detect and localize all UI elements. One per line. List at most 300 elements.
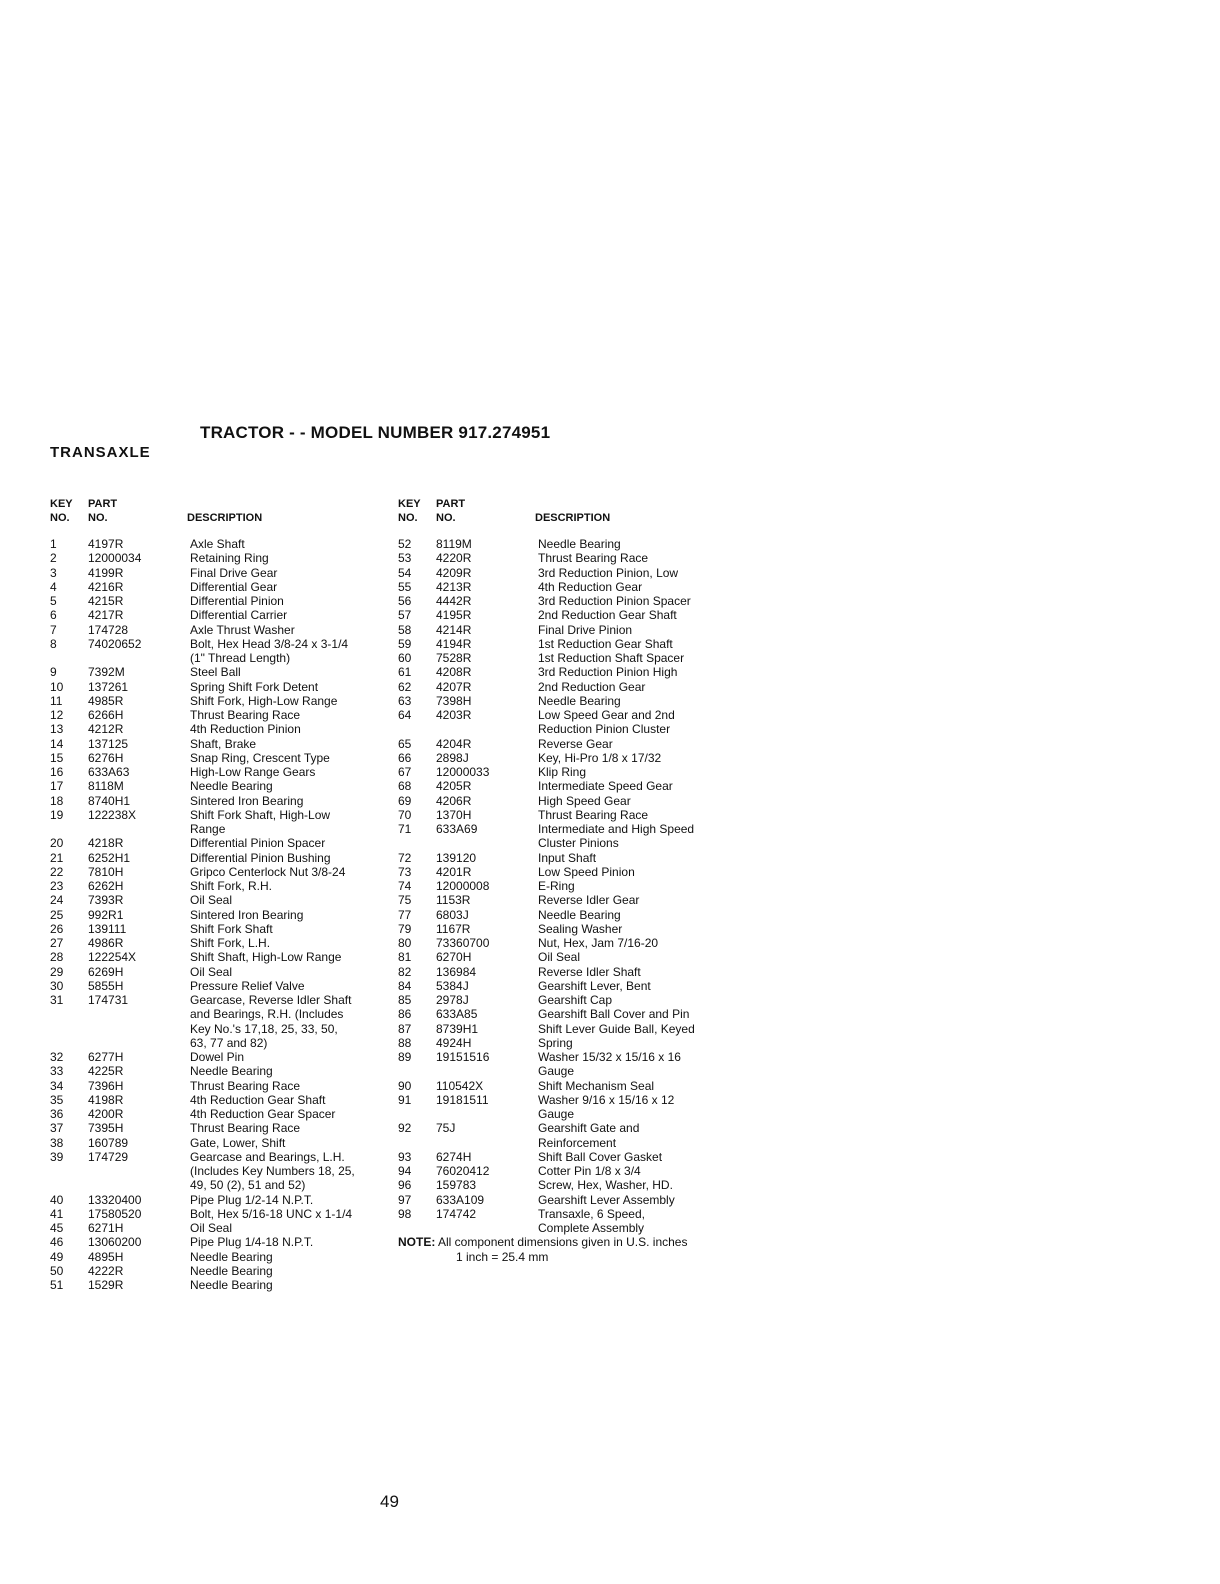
description-line: Sealing Washer — [538, 921, 623, 936]
part-number: 137261 — [88, 679, 129, 694]
part-description — [538, 1036, 738, 1050]
key-number: 30 — [50, 978, 64, 993]
parts-list-row — [398, 1036, 738, 1050]
key-number: 27 — [50, 936, 64, 950]
part-number: 633A63 — [88, 765, 130, 779]
key-number: 1 — [50, 537, 57, 551]
key-number: 21 — [50, 850, 64, 865]
description-line: Washer 15/32 x 15/16 x 16 — [538, 1050, 681, 1064]
part-description — [538, 851, 738, 865]
key-number: 68 — [398, 779, 412, 794]
part-number: 122238X — [88, 807, 137, 822]
part-description — [190, 637, 390, 666]
parts-list-row — [398, 1022, 738, 1036]
key-number: 85 — [398, 993, 412, 1007]
part-number: 4222R — [88, 1263, 124, 1278]
key-number: 23 — [50, 879, 64, 893]
key-number: 25 — [50, 907, 64, 922]
part-description — [538, 950, 738, 964]
part-number: 6271H — [88, 1221, 124, 1235]
part-description — [190, 1250, 390, 1264]
description-line: Reinforcement — [538, 1135, 617, 1150]
key-number: 8 — [50, 636, 57, 651]
part-description — [190, 737, 390, 751]
description-line: E-Ring — [538, 879, 575, 893]
key-number: 82 — [398, 964, 412, 979]
key-number: 38 — [50, 1135, 64, 1150]
part-description — [538, 1207, 738, 1236]
part-description — [190, 594, 390, 608]
part-description — [190, 1136, 390, 1150]
key-number: 87 — [398, 1021, 412, 1036]
part-description — [190, 908, 390, 922]
description-line: Spring — [538, 1035, 573, 1050]
part-number: 8119M — [436, 537, 472, 551]
key-number: 40 — [50, 1192, 64, 1207]
description-line: Key No.'s 17,18, 25, 33, 50, — [190, 1021, 338, 1036]
part-number: 4204R — [436, 736, 472, 751]
key-number: 54 — [398, 565, 412, 580]
part-number: 8118M — [88, 779, 124, 794]
part-description — [190, 979, 390, 993]
description-line: Shift Fork, L.H. — [190, 936, 271, 950]
part-number: 139111 — [88, 921, 127, 936]
column-header — [50, 497, 390, 537]
part-description — [190, 1050, 390, 1064]
key-number: 56 — [398, 594, 412, 608]
description-line: Intermediate and High Speed — [538, 822, 695, 836]
parts-list-row — [398, 751, 738, 765]
part-description — [538, 893, 738, 907]
part-description — [538, 1050, 738, 1079]
part-description — [538, 965, 738, 979]
description-line: Shift Fork Shaft — [190, 921, 273, 936]
description-line: Low Speed Pinion — [538, 864, 635, 879]
part-number: 12000008 — [436, 879, 490, 893]
parts-list-right — [398, 537, 738, 1235]
description-line: 3rd Reduction Pinion, Low — [538, 565, 679, 580]
parts-list-row — [398, 694, 738, 708]
part-description — [538, 580, 738, 594]
parts-list-row — [50, 1264, 390, 1278]
description-line: Dowel Pin — [190, 1050, 245, 1064]
part-description — [190, 608, 390, 622]
description-line: Needle Bearing — [538, 907, 621, 922]
key-number: 96 — [398, 1178, 412, 1193]
key-no-header: KEY — [398, 498, 421, 510]
key-number: 9 — [50, 665, 57, 680]
part-number: 6266H — [88, 708, 124, 722]
part-number: 4203R — [436, 708, 472, 722]
part-number: 174742 — [436, 1206, 477, 1221]
part-description — [190, 665, 390, 679]
part-description — [190, 1150, 390, 1193]
part-number: 6274H — [436, 1149, 472, 1164]
description-line: Needle Bearing — [190, 1249, 273, 1264]
key-number: 26 — [50, 921, 64, 936]
description-line: Shift Fork, R.H. — [190, 879, 273, 893]
parts-list-row — [50, 1207, 390, 1221]
description-line: Shift Ball Cover Gasket — [538, 1149, 663, 1164]
parts-list-row — [50, 851, 390, 865]
key-no-header: NO. — [50, 512, 70, 524]
parts-list-row — [50, 1193, 390, 1207]
key-number: 65 — [398, 736, 412, 751]
part-number: 4218R — [88, 836, 124, 851]
part-description — [190, 950, 390, 964]
part-description — [538, 1150, 738, 1164]
part-no-header: PART — [88, 498, 118, 510]
parts-list-row — [50, 1235, 390, 1249]
part-number: 7395H — [88, 1121, 124, 1136]
description-line: Reverse Idler Shaft — [538, 964, 641, 979]
part-description — [190, 865, 390, 879]
key-number: 63 — [398, 693, 412, 708]
description-line: (1" Thread Length) — [190, 651, 291, 665]
part-number: 13060200 — [88, 1235, 142, 1250]
parts-list-row — [398, 1207, 738, 1236]
part-description — [538, 680, 738, 694]
description-line: Pressure Relief Valve — [190, 978, 305, 993]
key-number: 28 — [50, 950, 64, 965]
part-number: 4205R — [436, 779, 472, 794]
part-number: 1370H — [436, 807, 472, 822]
part-number: 4197R — [88, 537, 124, 551]
parts-column-left — [50, 497, 390, 1292]
key-number: 58 — [398, 622, 412, 637]
key-number: 5 — [50, 594, 57, 608]
parts-list-row — [398, 1093, 738, 1122]
part-description — [538, 551, 738, 565]
description-line: Key, Hi-Pro 1/8 x 17/32 — [538, 750, 662, 765]
parts-list-row — [398, 979, 738, 993]
part-description — [538, 1193, 738, 1207]
key-number: 53 — [398, 551, 412, 566]
description-line: Needle Bearing — [538, 537, 621, 551]
description-line: Shift Mechanism Seal — [538, 1078, 655, 1093]
description-line: 4th Reduction Gear Shaft — [190, 1092, 326, 1107]
description-line: 49, 50 (2), 51 and 52) — [190, 1178, 306, 1193]
part-number: 110542X — [436, 1078, 484, 1093]
key-number: 64 — [398, 708, 412, 722]
note-text: All component dimensions given in U.S. inches — [438, 1235, 688, 1250]
note-label: NOTE: — [398, 1235, 436, 1250]
part-description — [190, 1235, 390, 1249]
part-number: 4214R — [436, 622, 472, 637]
part-description — [190, 936, 390, 950]
part-number: 633A85 — [436, 1007, 478, 1022]
key-number: 74 — [398, 879, 412, 893]
description-line: Thrust Bearing Race — [190, 1078, 301, 1093]
parts-list-row — [398, 651, 738, 665]
description-line: Gauge — [538, 1064, 575, 1079]
part-number: 7810H — [88, 864, 124, 879]
parts-list-row — [50, 751, 390, 765]
parts-list-row — [50, 594, 390, 608]
parts-list-row — [398, 594, 738, 608]
part-description — [190, 808, 390, 837]
parts-list-row — [50, 993, 390, 1050]
description-line: Reduction Pinion Cluster — [538, 722, 671, 737]
parts-list-row — [398, 936, 738, 950]
description-line: Intermediate Speed Gear — [538, 779, 673, 794]
parts-list-row — [50, 979, 390, 993]
description-line: Oil Seal — [190, 893, 233, 908]
part-description — [190, 893, 390, 907]
part-number: 4216R — [88, 579, 124, 594]
part-description — [190, 1121, 390, 1135]
parts-list-row — [398, 779, 738, 793]
part-number: 4201R — [436, 864, 472, 879]
part-number: 4213R — [436, 579, 472, 594]
section-title: TRANSAXLE — [50, 444, 151, 461]
parts-list-row — [398, 765, 738, 779]
key-number: 12 — [50, 708, 64, 722]
description-line: Gearcase and Bearings, L.H. — [190, 1149, 345, 1164]
part-number: 19151516 — [436, 1050, 490, 1064]
part-description — [538, 794, 738, 808]
description-line: Sintered Iron Bearing — [190, 793, 304, 808]
part-description — [190, 580, 390, 594]
key-number: 13 — [50, 722, 64, 737]
description-line: Nut, Hex, Jam 7/16-20 — [538, 936, 659, 950]
part-number: 4206R — [436, 793, 472, 808]
part-number: 7396H — [88, 1078, 124, 1093]
part-description — [190, 1278, 390, 1292]
part-number: 6269H — [88, 964, 124, 979]
part-no-header: NO. — [436, 512, 456, 524]
parts-list-row — [50, 1093, 390, 1107]
part-number: 4442R — [436, 594, 472, 608]
parts-list-row — [50, 950, 390, 964]
description-line: Axle Shaft — [190, 537, 245, 551]
description-line: Pipe Plug 1/2-14 N.P.T. — [190, 1192, 314, 1207]
parts-list-row — [50, 551, 390, 565]
part-number: 137125 — [88, 736, 129, 751]
key-number: 79 — [398, 921, 412, 936]
parts-list-row — [50, 794, 390, 808]
parts-list-row — [398, 708, 738, 737]
part-description — [538, 808, 738, 822]
part-description — [190, 1221, 390, 1235]
part-number: 12000033 — [436, 765, 490, 779]
description-line: Reverse Idler Gear — [538, 893, 640, 908]
part-number: 4209R — [436, 565, 472, 580]
key-number: 51 — [50, 1278, 64, 1292]
parts-list-row — [398, 851, 738, 865]
description-line: Differential Carrier — [190, 608, 288, 623]
description-line: Oil Seal — [538, 950, 581, 965]
part-description — [190, 551, 390, 565]
part-description — [538, 537, 738, 551]
part-number: 6262H — [88, 879, 124, 893]
part-description — [538, 1121, 738, 1150]
key-number: 46 — [50, 1235, 64, 1250]
part-number: 6270H — [436, 950, 472, 965]
parts-list-row — [50, 779, 390, 793]
key-number: 49 — [50, 1249, 64, 1264]
part-description — [190, 1193, 390, 1207]
parts-list-row — [50, 1221, 390, 1235]
parts-list-row — [50, 580, 390, 594]
part-number: 5384J — [436, 978, 469, 993]
part-description — [538, 979, 738, 993]
part-number: 7398H — [436, 693, 472, 708]
parts-list-row — [398, 1079, 738, 1093]
parts-list-row — [50, 694, 390, 708]
part-number: 2898J — [436, 750, 469, 765]
part-number: 74020652 — [88, 636, 142, 651]
description-line: Oil Seal — [190, 964, 233, 979]
part-number: 7528R — [436, 651, 472, 665]
parts-list-row — [50, 836, 390, 850]
key-number: 20 — [50, 836, 64, 851]
description-line: Needle Bearing — [190, 1263, 273, 1278]
key-number: 45 — [50, 1221, 64, 1235]
description-line: Axle Thrust Washer — [190, 622, 295, 637]
parts-list-row — [398, 551, 738, 565]
part-description — [538, 1093, 738, 1122]
key-number: 41 — [50, 1206, 64, 1221]
key-number: 86 — [398, 1007, 412, 1022]
key-number: 18 — [50, 793, 64, 808]
description-line: Shift Shaft, High-Low Range — [190, 950, 342, 965]
key-number: 2 — [50, 551, 57, 566]
key-number: 39 — [50, 1149, 64, 1164]
parts-list-row — [398, 794, 738, 808]
part-number: 4199R — [88, 565, 124, 580]
key-number: 10 — [50, 679, 64, 694]
key-number: 50 — [50, 1263, 64, 1278]
key-number: 33 — [50, 1064, 64, 1079]
description-line: and Bearings, R.H. (Includes — [190, 1007, 344, 1022]
key-number: 7 — [50, 622, 57, 637]
part-number: 1153R — [436, 893, 471, 908]
key-number: 77 — [398, 907, 412, 922]
part-number: 4207R — [436, 679, 472, 694]
part-description — [538, 737, 738, 751]
part-number: 12000034 — [88, 551, 142, 566]
part-description — [538, 993, 738, 1007]
key-number: 89 — [398, 1050, 412, 1064]
part-number: 992R1 — [88, 907, 124, 922]
part-number: 139120 — [436, 850, 477, 865]
key-number: 15 — [50, 750, 64, 765]
part-description — [190, 708, 390, 722]
parts-list-row — [50, 623, 390, 637]
description-line: Bolt, Hex Head 3/8-24 x 3-1/4 — [190, 636, 349, 651]
description-line: Bolt, Hex 5/16-18 UNC x 1-1/4 — [190, 1206, 353, 1221]
description-line: Cluster Pinions — [538, 836, 619, 851]
key-number: 91 — [398, 1092, 412, 1107]
parts-list-row — [50, 1150, 390, 1193]
parts-list-row — [398, 908, 738, 922]
description-line: Gearshift Lever Assembly — [538, 1192, 675, 1207]
parts-list-row — [50, 879, 390, 893]
dimension-note — [398, 1235, 738, 1264]
part-description — [190, 965, 390, 979]
description-line: Gearcase, Reverse Idler Shaft — [190, 993, 352, 1007]
description-line: Spring Shift Fork Detent — [190, 679, 319, 694]
description-line: Final Drive Pinion — [538, 622, 633, 637]
key-number: 59 — [398, 636, 412, 651]
parts-list-row — [398, 737, 738, 751]
parts-list-row — [398, 608, 738, 622]
parts-list-row — [50, 893, 390, 907]
key-number: 60 — [398, 651, 412, 665]
description-line: Oil Seal — [190, 1221, 233, 1235]
part-number: 2978J — [436, 993, 469, 1007]
key-number: 88 — [398, 1035, 412, 1050]
part-description — [538, 879, 738, 893]
description-line: Needle Bearing — [190, 1064, 273, 1079]
parts-list-row — [50, 637, 390, 666]
description-line: Needle Bearing — [538, 693, 621, 708]
part-number: 1167R — [436, 921, 471, 936]
description-header: DESCRIPTION — [187, 512, 263, 524]
key-number: 66 — [398, 750, 412, 765]
description-line: Transaxle, 6 Speed, — [538, 1206, 645, 1221]
part-description — [190, 623, 390, 637]
description-line: Sintered Iron Bearing — [190, 907, 304, 922]
parts-column-right — [398, 497, 738, 1264]
part-number: 4924H — [436, 1035, 472, 1050]
part-number: 160789 — [88, 1135, 129, 1150]
part-number: 6276H — [88, 750, 124, 765]
part-number: 4220R — [436, 551, 472, 566]
parts-list-row — [398, 1121, 738, 1150]
parts-list-row — [398, 965, 738, 979]
part-description — [538, 623, 738, 637]
description-line: Complete Assembly — [538, 1221, 645, 1235]
description-line: Gripco Centerlock Nut 3/8-24 — [190, 864, 346, 879]
parts-list-row — [398, 680, 738, 694]
parts-list-row — [50, 936, 390, 950]
part-number: 633A69 — [436, 822, 478, 836]
description-line: Thrust Bearing Race — [190, 708, 301, 722]
part-description — [538, 1164, 738, 1178]
parts-list-row — [398, 623, 738, 637]
part-description — [190, 922, 390, 936]
part-number: 4215R — [88, 594, 124, 608]
part-description — [538, 1178, 738, 1192]
parts-list-row — [398, 1164, 738, 1178]
description-line: 4th Reduction Gear Spacer — [190, 1107, 336, 1121]
part-description — [538, 765, 738, 779]
description-line: High-Low Range Gears — [190, 765, 316, 779]
key-number: 57 — [398, 608, 412, 623]
part-description — [538, 708, 738, 737]
parts-list-row — [50, 708, 390, 722]
description-line: Input Shaft — [538, 850, 597, 865]
part-number: 76020412 — [436, 1164, 490, 1178]
parts-list-row — [50, 608, 390, 622]
parts-list-row — [398, 865, 738, 879]
parts-list-row — [50, 737, 390, 751]
parts-list-row — [50, 865, 390, 879]
parts-list-row — [398, 950, 738, 964]
part-number: 174731 — [88, 993, 129, 1007]
description-line: Gearshift Cap — [538, 993, 613, 1007]
part-number: 6277H — [88, 1050, 124, 1064]
part-description — [538, 865, 738, 879]
description-line: 4th Reduction Pinion — [190, 722, 301, 737]
part-number: 1529R — [88, 1278, 124, 1292]
parts-list-row — [50, 1050, 390, 1064]
part-description — [538, 637, 738, 651]
part-description — [190, 993, 390, 1050]
key-no-header: NO. — [398, 512, 418, 524]
